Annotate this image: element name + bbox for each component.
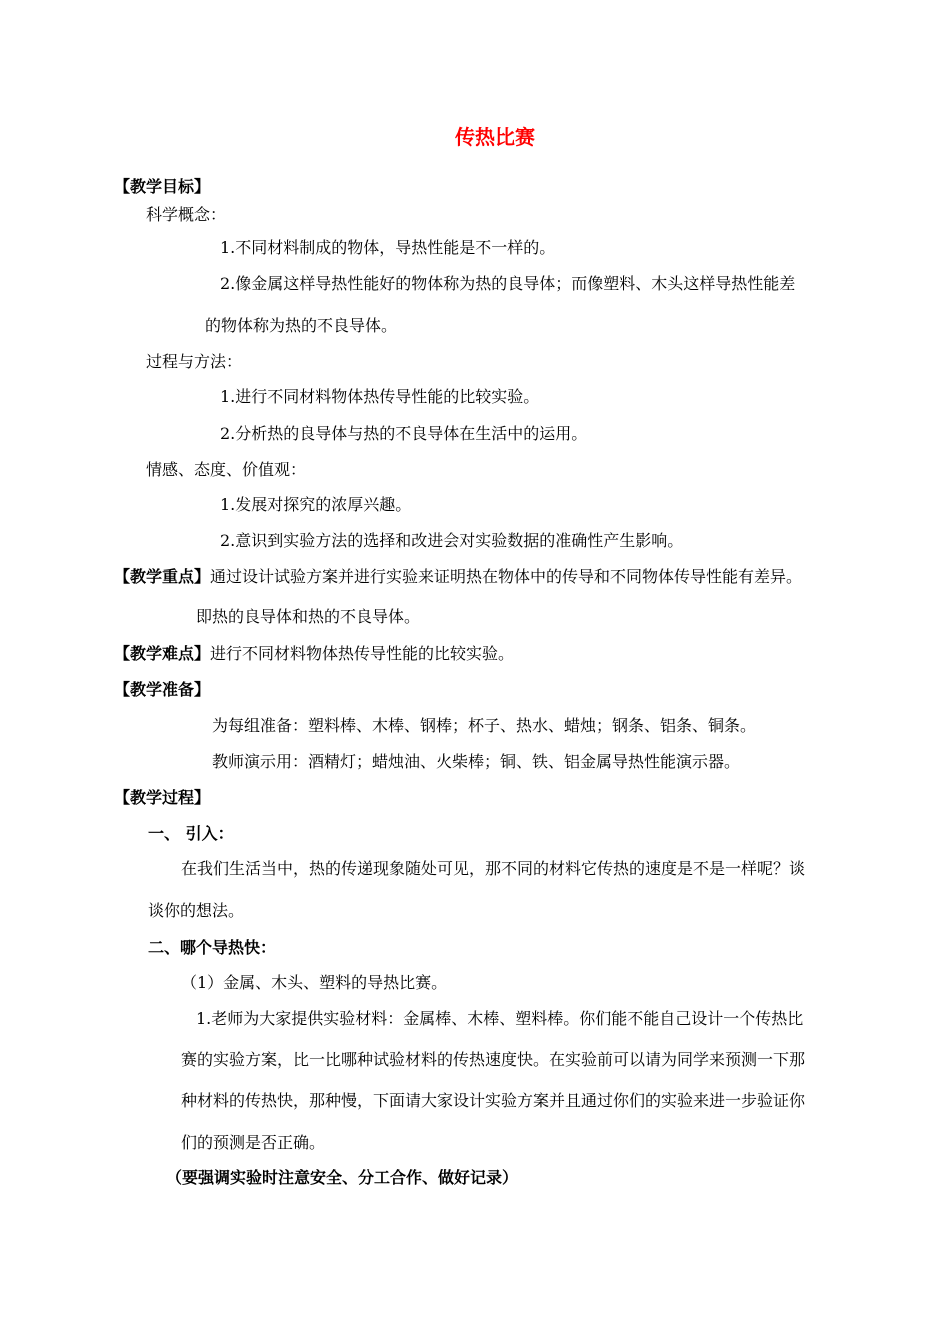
- process-method-item-1: 1.进行不同材料物体热传导性能的比较实验。: [220, 387, 540, 406]
- section-1-paragraph-line-2: 谈你的想法。: [148, 901, 245, 920]
- preparation-heading: 【教学准备】: [114, 680, 211, 699]
- emotion-attitude-item-1: 1.发展对探究的浓厚兴趣。: [220, 495, 412, 514]
- preparation-group: 为每组准备：塑料棒、木棒、钢棒；杯子、热水、蜡烛；钢条、铝条、铜条。: [212, 716, 757, 735]
- subsection-1-paragraph-line-2: 赛的实验方案，比一比哪种试验材料的传热速度快。在实验前可以请为同学来预测一下那: [181, 1050, 806, 1069]
- science-concept-item-2-line-1: 2.像金属这样导热性能好的物体称为热的良导体；而像塑料、木头这样导热性能差: [220, 274, 796, 293]
- teaching-process-heading: 【教学过程】: [114, 788, 211, 807]
- process-method-label: 过程与方法：: [146, 352, 243, 371]
- emotion-attitude-label: 情感、态度、价值观：: [146, 460, 307, 479]
- section-2-title: 二、哪个导热快：: [148, 938, 277, 957]
- document-title: 传热比赛: [455, 125, 535, 149]
- subsection-1-title: （1）金属、木头、塑料的导热比赛。: [181, 973, 448, 992]
- key-point-line-2: 即热的良导体和热的不良导体。: [196, 607, 421, 626]
- subsection-1-paragraph-line-1: 1.老师为大家提供实验材料：金属棒、木棒、塑料棒。你们能不能自己设计一个传热比: [196, 1009, 804, 1028]
- key-point-line-1: [114, 567, 802, 587]
- key-point-heading: 【教学重点】: [114, 567, 211, 586]
- safety-note: （要强调实验时注意安全、分工合作、做好记录）: [166, 1168, 519, 1187]
- teaching-goals-heading: 【教学目标】: [114, 177, 211, 196]
- difficulty-heading: 【教学难点】: [114, 644, 211, 663]
- section-1-title: 一、 引入：: [148, 824, 234, 843]
- science-concept-item-1: 1.不同材料制成的物体，导热性能是不一样的。: [220, 238, 556, 257]
- subsection-1-paragraph-line-4: 们的预测是否正确。: [181, 1133, 326, 1152]
- difficulty-text: 进行不同材料物体热传导性能的比较实验。: [210, 644, 515, 663]
- key-point-text: 通过设计试验方案并进行实验来证明热在物体中的传导和不同物体传导性能有差异。: [210, 567, 803, 586]
- science-concept-label: 科学概念：: [146, 205, 227, 224]
- difficulty-line: [114, 644, 514, 664]
- emotion-attitude-item-2: 2.意识到实验方法的选择和改进会对实验数据的准确性产生影响。: [220, 531, 684, 550]
- process-method-item-2: 2.分析热的良导体与热的不良导体在生活中的运用。: [220, 424, 588, 443]
- preparation-teacher: 教师演示用：酒精灯；蜡烛油、火柴棒；铜、铁、铝金属导热性能演示器。: [212, 752, 741, 771]
- subsection-1-paragraph-line-3: 种材料的传热快，那种慢，下面请大家设计实验方案并且通过你们的实验来进一步验证你: [181, 1091, 806, 1110]
- science-concept-item-2-line-2: 的物体称为热的不良导体。: [205, 316, 398, 335]
- section-1-paragraph-line-1: 在我们生活当中，热的传递现象随处可见，那不同的材料它传热的速度是不是一样呢？谈: [181, 859, 806, 878]
